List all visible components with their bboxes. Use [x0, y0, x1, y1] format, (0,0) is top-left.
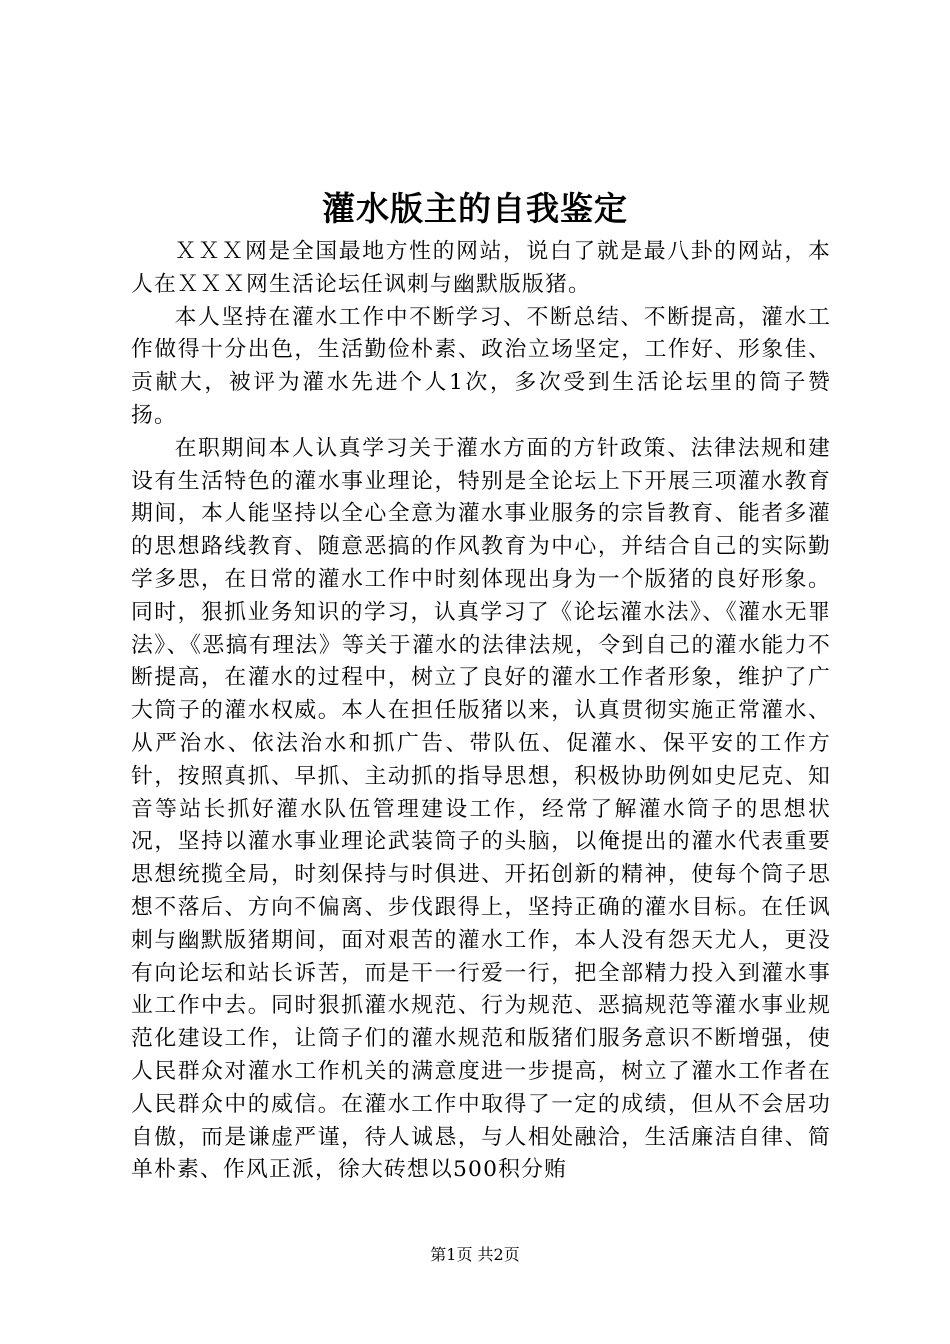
document-body [131, 236, 831, 1187]
paragraph-2: 本人坚持在灌水工作中不断学习、不断总结、不断提高，灌水工作做得十分出色，生活勤俭朴素、政治立场坚定，工作好、形象佳、贡献大，被评为灌水先进个人1次，多次受到生活论坛里的筒子赞扬。 [131, 304, 831, 428]
page-footer: 第1页 共2页 [430, 1245, 520, 1264]
paragraph-3: 在职期间本人认真学习关于灌水方面的方针政策、法律法规和建设有生活特色的灌水事业理论，特别是全论坛上下开展三项灌水教育期间，本人能坚持以全心全意为灌水事业服务的宗旨教育、能者多灌的思想路线教育、随意恶搞的作风教育为中心，并结合自己的实际勤学多思，在日常的灌水工作中时刻体现出身为一个版猪的良好形象。同时，狠抓业务知识的学习，认真学习了《论坛灌水法》、《灌水无罪法》、《恶搞有理法》等关于灌水的法律法规，令到自己的灌水能力不断提高，在灌水的过程中，树立了良好的灌水工作者形象，维护了广大筒子的灌水权威。本人在担任版猪以来，认真贯彻实施正常灌水、从严治水、依法治水和抓广告、带队伍、促灌水、保平安的工作方针，按照真抓、早抓、主动抓的指导思想，积极协助例如史尼克、知音等站长抓好灌水队伍管理建设工作，经常了解灌水筒子的思想状况，坚持以灌水事业理论武装筒子的头脑，以俺提出的灌水代表重要思想统揽全局，时刻保持与时俱进、开拓创新的精神，使每个筒子思想不落后、方向不偏离、步伐跟得上，坚持正确的灌水目标。在任讽刺与幽默版猪期间，面对艰苦的灌水工作，本人没有怨天尤人，更没有向论坛和站长诉苦，而是干一行爱一行，把全部精力投入到灌水事业工作中去。同时狠抓灌水规范、行为规范、恶搞规范等灌水事业规范化建设工作，让筒子们的灌水规范和版猪们服务意识不断增强，使人民群众对灌水工作机关的满意度进一步提高，树立了灌水工作者在人民群众中的威信。在灌水工作中取得了一定的成绩，但从不会居功自傲，而是谦虚严谨，待人诚恳，与人相处融洽，生活廉洁自律、简单朴素、作风正派，徐大砖想以500积分贿 [131, 435, 831, 1183]
document-title: 灌水版主的自我鉴定 [322, 189, 628, 228]
paragraph-1: ＸＸＸ网是全国最地方性的网站，说白了就是最八卦的网站，本人在ＸＸＸ网生活论坛任讽刺与幽默版版猪。 [131, 239, 831, 297]
